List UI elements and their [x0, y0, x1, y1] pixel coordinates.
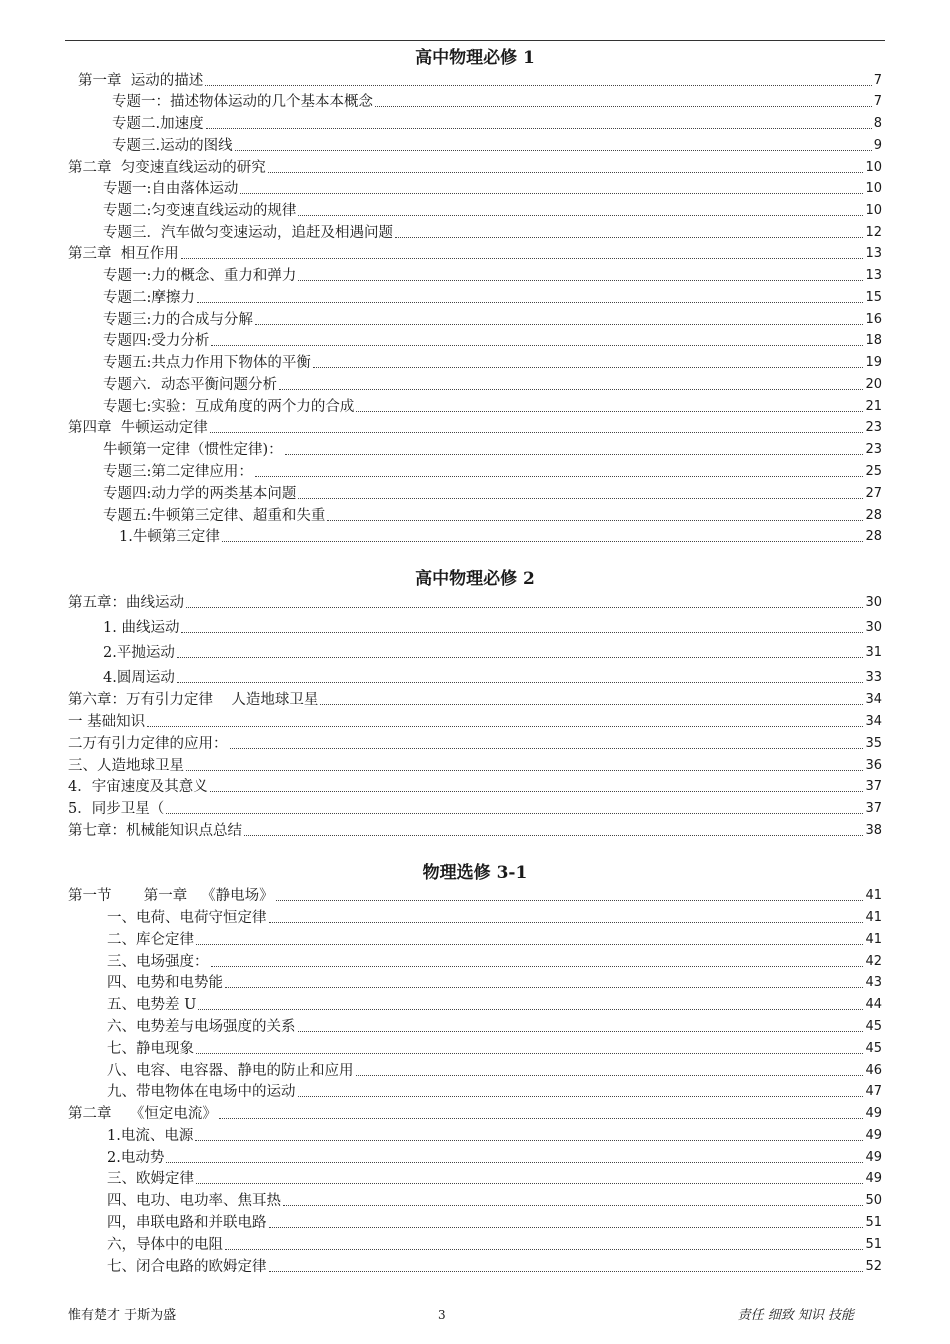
toc-entry[interactable]: [103, 288, 882, 308]
toc-entry-label: 牛顿第一定律（惯性定律)：: [103, 442, 283, 458]
toc-entry[interactable]: [107, 995, 882, 1015]
toc-leader-dots: [269, 922, 864, 923]
toc-leader-dots: [269, 1271, 864, 1272]
toc-entry-page: 10: [865, 181, 882, 196]
toc-entry-label: 三、电场强度：: [107, 954, 209, 970]
toc-entry-page: 49: [865, 1128, 882, 1143]
toc-leader-dots: [181, 258, 864, 259]
toc-entry-label: 2.电动势: [107, 1150, 165, 1166]
toc-leader-dots: [186, 607, 863, 608]
toc-entry-label: 二万有引力定律的应用：: [68, 736, 228, 752]
toc-entry[interactable]: [68, 244, 882, 264]
toc-entry[interactable]: [112, 92, 882, 112]
toc-entry[interactable]: [112, 136, 882, 156]
toc-entry[interactable]: [68, 1104, 882, 1124]
toc-entry-page: 12: [865, 225, 882, 240]
toc-entry-label: 一、电荷、电荷守恒定律: [107, 910, 267, 926]
toc-leader-dots: [320, 704, 863, 705]
toc-entry[interactable]: [103, 201, 882, 221]
toc-entry[interactable]: [103, 266, 882, 286]
toc-entry[interactable]: [103, 618, 882, 638]
toc-entry-label: 专题七:实验：互成角度的两个力的合成: [103, 399, 355, 415]
toc-entry[interactable]: [107, 1213, 882, 1233]
toc-leader-dots: [196, 1183, 863, 1184]
toc-entry[interactable]: [103, 310, 882, 330]
toc-leader-dots: [240, 193, 863, 194]
toc-leader-dots: [230, 748, 864, 749]
toc-leader-dots: [375, 106, 872, 107]
toc-entry-label: 1. 曲线运动: [103, 620, 180, 636]
toc-entry-page: 31: [865, 645, 882, 660]
toc-leader-dots: [147, 726, 863, 727]
toc-entry-page: 10: [865, 203, 882, 218]
toc-entry[interactable]: [107, 1169, 882, 1189]
toc-entry-label: 六、电势差与电场强度的关系: [107, 1019, 296, 1035]
toc-entry[interactable]: [68, 734, 882, 754]
toc-leader-dots: [244, 835, 863, 836]
toc-entry-label: 专题一：描述物体运动的几个基本本概念: [112, 94, 373, 110]
toc-entry-label: 专题四:受力分析: [103, 333, 210, 349]
toc-entry-label: 专题三:第二定律应用：: [103, 464, 253, 480]
toc-leader-dots: [356, 1075, 864, 1076]
toc-entry[interactable]: [107, 1148, 882, 1168]
toc-entry-label: 4．宇宙速度及其意义: [68, 779, 208, 795]
toc-entry-page: 18: [865, 333, 882, 348]
toc-entry-label: 专题三．汽车做匀变速运动，追赶及相遇问题: [103, 225, 393, 241]
toc-entry[interactable]: [107, 908, 882, 928]
toc-leader-dots: [327, 520, 863, 521]
toc-entry-label: 八、电容、电容器、静电的防止和应用: [107, 1063, 354, 1079]
toc-leader-dots: [177, 682, 864, 683]
toc-entry-page: 23: [865, 442, 882, 457]
toc-entry-page: 36: [865, 758, 882, 773]
toc-entry-page: 44: [865, 997, 882, 1012]
toc-entry[interactable]: [103, 353, 882, 373]
toc-entry-page: 45: [865, 1041, 882, 1056]
toc-entry-label: 六，导体中的电阻: [107, 1237, 223, 1253]
toc-entry-label: 四，串联电路和并联电路: [107, 1215, 267, 1231]
toc-entry-page: 7: [873, 94, 882, 109]
toc-entry-page: 41: [865, 932, 882, 947]
toc-leader-dots: [198, 1009, 863, 1010]
toc-leader-dots: [196, 944, 863, 945]
section-title-elective-3-1: 物理选修 3-1: [422, 863, 528, 883]
toc-entry-label: 专题二:摩擦力: [103, 290, 195, 306]
toc-entry-page: 49: [865, 1171, 882, 1186]
toc-entry-label: 四、电势和电势能: [107, 975, 223, 991]
section-title-compulsory-1: 高中物理必修 1: [415, 48, 535, 68]
toc-leader-dots: [197, 302, 864, 303]
toc-entry[interactable]: [107, 1257, 882, 1277]
toc-leader-dots: [222, 541, 864, 542]
toc-leader-dots: [255, 476, 864, 477]
toc-entry-label: 专题二.加速度: [112, 116, 204, 132]
toc-entry-page: 33: [865, 670, 882, 685]
toc-entry[interactable]: [112, 114, 882, 134]
toc-entry-page: 23: [865, 420, 882, 435]
toc-entry-label: 第五章：曲线运动: [68, 595, 184, 611]
toc-entry-label: 第一章 运动的描述: [78, 73, 204, 89]
toc-entry-page: 41: [865, 910, 882, 925]
toc-leader-dots: [166, 1162, 863, 1163]
toc-entry[interactable]: [103, 506, 882, 526]
toc-entry-label: 专题二:匀变速直线运动的规律: [103, 203, 297, 219]
toc-leader-dots: [279, 389, 863, 390]
toc-entry-page: 50: [865, 1193, 882, 1208]
toc-leader-dots: [298, 498, 863, 499]
toc-entry-page: 42: [865, 954, 882, 969]
toc-entry-label: 第三章 相互作用: [68, 246, 179, 262]
toc-entry-label: 七、闭合电路的欧姆定律: [107, 1259, 267, 1275]
toc-leader-dots: [298, 280, 863, 281]
toc-leader-dots: [298, 1096, 864, 1097]
toc-entry[interactable]: [107, 1191, 882, 1211]
toc-entry[interactable]: [68, 821, 882, 841]
toc-leader-dots: [225, 987, 863, 988]
toc-leader-dots: [211, 966, 864, 967]
toc-entry-page: 20: [865, 377, 882, 392]
toc-entry-page: 19: [865, 355, 882, 370]
toc-entry[interactable]: [103, 331, 882, 351]
toc-entry[interactable]: [68, 712, 882, 732]
toc-leader-dots: [285, 454, 864, 455]
toc-entry[interactable]: [68, 418, 882, 438]
toc-leader-dots: [269, 1227, 864, 1228]
toc-entry-label: 专题三.运动的图线: [112, 138, 233, 154]
toc-entry-label: 九、带电物体在电场中的运动: [107, 1084, 296, 1100]
toc-leader-dots: [196, 1053, 863, 1054]
toc-entry[interactable]: [103, 375, 882, 395]
toc-entry-page: 28: [865, 529, 882, 544]
toc-entry-page: 21: [865, 399, 882, 414]
footer-motto: 惟有楚才 于斯为盛: [68, 1308, 177, 1323]
toc-entry[interactable]: [103, 643, 882, 663]
toc-leader-dots: [276, 900, 864, 901]
section-title-compulsory-2: 高中物理必修 2: [415, 569, 535, 589]
toc-leader-dots: [298, 215, 863, 216]
toc-entry-page: 8: [873, 116, 882, 131]
toc-entry[interactable]: [68, 690, 882, 710]
toc-entry[interactable]: [68, 593, 882, 613]
toc-leader-dots: [166, 813, 863, 814]
toc-entry-page: 51: [865, 1237, 882, 1252]
toc-entry-label: 二、库仑定律: [107, 932, 194, 948]
toc-entry-label: 七、静电现象: [107, 1041, 194, 1057]
header-rule: [65, 40, 885, 41]
toc-entry-label: 专题一:力的概念、重力和弹力: [103, 268, 297, 284]
toc-entry-label: 专题五:共点力作用下物体的平衡: [103, 355, 311, 371]
toc-leader-dots: [395, 237, 863, 238]
toc-entry-page: 34: [865, 692, 882, 707]
toc-entry-page: 41: [865, 888, 882, 903]
toc-entry-page: 52: [865, 1259, 882, 1274]
toc-entry[interactable]: [107, 930, 882, 950]
toc-entry[interactable]: [103, 440, 882, 460]
toc-entry-label: 4.圆周运动: [103, 670, 175, 686]
toc-entry-label: 四、电功、电功率、焦耳热: [107, 1193, 281, 1209]
toc-entry-page: 7: [873, 73, 882, 88]
toc-entry-page: 9: [873, 138, 882, 153]
toc-leader-dots: [283, 1205, 863, 1206]
toc-entry[interactable]: [103, 223, 882, 243]
toc-entry-label: 2.平抛运动: [103, 645, 175, 661]
toc-entry[interactable]: [107, 1061, 882, 1081]
toc-leader-dots: [225, 1249, 863, 1250]
toc-leader-dots: [219, 1118, 864, 1119]
toc-leader-dots: [235, 150, 872, 151]
toc-entry[interactable]: [68, 158, 882, 178]
toc-entry-page: 49: [865, 1150, 882, 1165]
toc-entry[interactable]: [107, 952, 882, 972]
toc-leader-dots: [205, 85, 872, 86]
toc-entry-label: 三、欧姆定律: [107, 1171, 194, 1187]
toc-entry-page: 30: [865, 620, 882, 635]
toc-entry[interactable]: [107, 1235, 882, 1255]
toc-entry-label: 第六章：万有引力定律 人造地球卫星: [68, 692, 319, 708]
toc-entry-page: 15: [865, 290, 882, 305]
toc-entry-label: 三、人造地球卫星: [68, 758, 184, 774]
toc-leader-dots: [268, 172, 864, 173]
toc-entry-label: 第七章：机械能知识点总结: [68, 823, 242, 839]
toc-leader-dots: [211, 345, 863, 346]
toc-entry-label: 一 基础知识: [68, 714, 146, 730]
toc-entry-label: 专题一:自由落体运动: [103, 181, 239, 197]
toc-entry-label: 专题六．动态平衡问题分析: [103, 377, 277, 393]
toc-entry[interactable]: [107, 1039, 882, 1059]
toc-entry-label: 第四章 牛顿运动定律: [68, 420, 208, 436]
toc-entry[interactable]: [107, 973, 882, 993]
toc-leader-dots: [356, 411, 863, 412]
toc-entry-page: 34: [865, 714, 882, 729]
toc-entry-label: 五、电势差 U: [107, 997, 197, 1013]
toc-leader-dots: [298, 1031, 864, 1032]
toc-entry-label: 5．同步卫星（: [68, 801, 165, 817]
toc-entry-page: 25: [865, 464, 882, 479]
toc-entry-page: 13: [865, 268, 882, 283]
toc-entry-page: 45: [865, 1019, 882, 1034]
toc-entry[interactable]: [107, 1017, 882, 1037]
toc-leader-dots: [313, 367, 864, 368]
toc-leader-dots: [186, 770, 863, 771]
toc-entry-page: 49: [865, 1106, 882, 1121]
toc-entry[interactable]: [107, 1082, 882, 1102]
toc-entry[interactable]: [103, 668, 882, 688]
toc-entry-page: 35: [865, 736, 882, 751]
toc-leader-dots: [210, 791, 864, 792]
toc-entry[interactable]: [78, 71, 882, 91]
toc-leader-dots: [181, 632, 863, 633]
toc-leader-dots: [177, 657, 864, 658]
toc-entry-page: 37: [865, 779, 882, 794]
toc-entry-page: 46: [865, 1063, 882, 1078]
toc-leader-dots: [210, 432, 864, 433]
toc-entry-page: 43: [865, 975, 882, 990]
toc-entry[interactable]: [68, 886, 882, 906]
toc-entry[interactable]: [68, 799, 882, 819]
toc-entry-page: 38: [865, 823, 882, 838]
toc-leader-dots: [206, 128, 872, 129]
toc-entry[interactable]: [107, 1126, 882, 1146]
toc-entry-page: 27: [865, 486, 882, 501]
toc-leader-dots: [195, 1140, 863, 1141]
toc-leader-dots: [255, 324, 864, 325]
toc-entry-label: 第一节 第一章 《静电场》: [68, 888, 274, 904]
toc-entry[interactable]: [68, 756, 882, 776]
toc-entry-label: 专题四:动力学的两类基本问题: [103, 486, 297, 502]
toc-entry-page: 37: [865, 801, 882, 816]
toc-entry-label: 1.牛顿第三定律: [119, 529, 220, 545]
page-number: 3: [438, 1308, 446, 1322]
toc-entry-label: 第二章 匀变速直线运动的研究: [68, 160, 266, 176]
toc-entry[interactable]: [103, 484, 882, 504]
toc-entry[interactable]: [119, 527, 882, 547]
toc-entry[interactable]: [103, 462, 882, 482]
toc-entry-page: 47: [865, 1084, 882, 1099]
footer-slogan: 责任 细致 知识 技能: [737, 1308, 854, 1323]
toc-entry[interactable]: [68, 777, 882, 797]
toc-entry[interactable]: [103, 179, 882, 199]
toc-entry-label: 专题三:力的合成与分解: [103, 312, 253, 328]
toc-entry-page: 30: [865, 595, 882, 610]
toc-entry-page: 13: [865, 246, 882, 261]
toc-entry-label: 1.电流、电源: [107, 1128, 194, 1144]
toc-entry-label: 第二章 《恒定电流》: [68, 1106, 217, 1122]
toc-entry-page: 28: [865, 508, 882, 523]
toc-entry-page: 51: [865, 1215, 882, 1230]
toc-entry[interactable]: [103, 397, 882, 417]
toc-entry-page: 16: [865, 312, 882, 327]
toc-entry-page: 10: [865, 160, 882, 175]
toc-entry-label: 专题五:牛顿第三定律、超重和失重: [103, 508, 326, 524]
